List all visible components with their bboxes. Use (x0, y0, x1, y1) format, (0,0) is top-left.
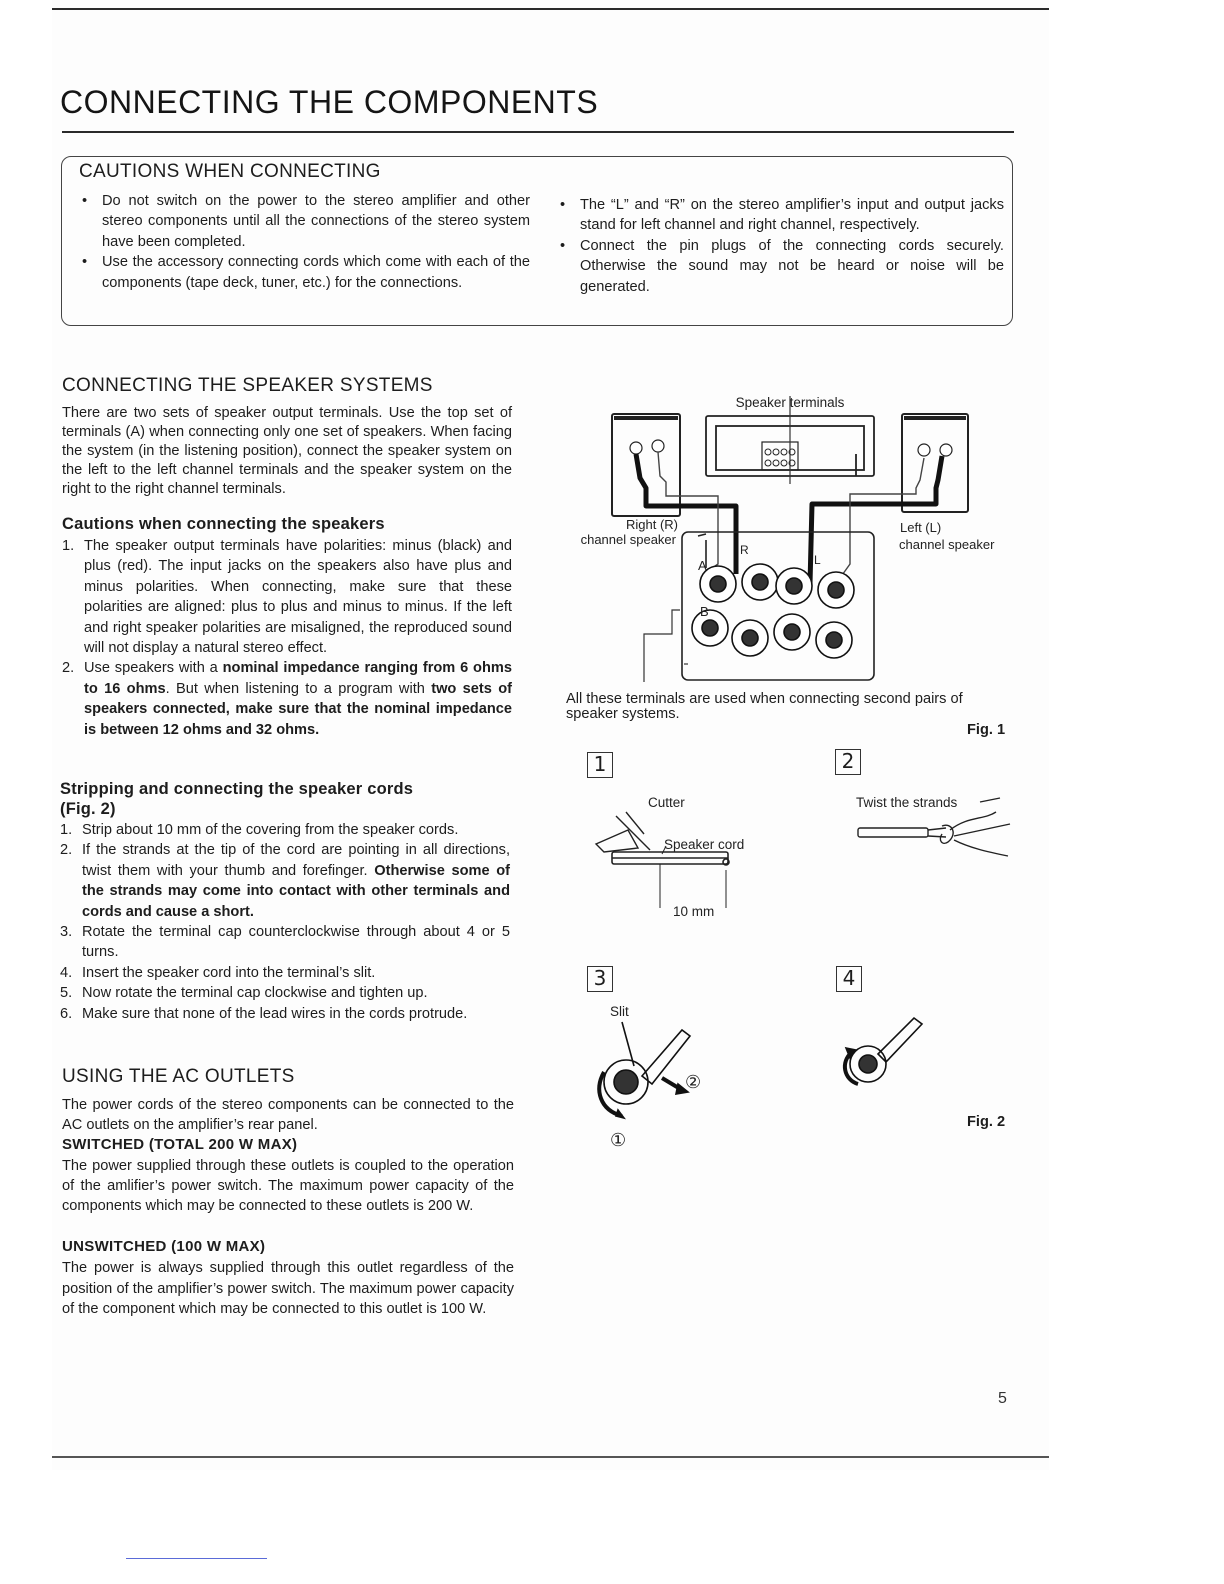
unswitched-heading: UNSWITCHED (100 W MAX) (62, 1238, 266, 1255)
stripping-steps (60, 820, 510, 1024)
fig2-step1-illustration (590, 790, 780, 925)
list-item: 1. Strip about 10 mm of the covering from the speaker cords. (60, 822, 459, 838)
speaker-cord-icon (612, 852, 729, 865)
page-title: CONNECTING THE COMPONENTS (60, 84, 599, 120)
right-speaker-label-2: channel speaker (580, 532, 676, 547)
caution-item: • Do not switch on the power to the stereo amplifier and other stereo components until all the connections of the stereo system have been completed. (78, 191, 530, 252)
twist-label: Twist the strands (856, 795, 958, 810)
fig2-step4-illustration (838, 1008, 948, 1098)
page-number: 5 (998, 1390, 1007, 1407)
switched-heading: SWITCHED (TOTAL 200 W MAX) (62, 1136, 298, 1153)
unswitched-text: The power is always supplied through this outlet regardless of the position of the amplifier’s power switch. The maximum power capacity of the component which may be connected to this outlet is 100 W. (62, 1260, 514, 1318)
dimension-lines (660, 846, 726, 908)
fig1-caption: All these terminals are used when connecting second pairs of speaker systems. (566, 691, 963, 722)
list-item: 4. Insert the speaker cord into the terminal’s slit. (60, 964, 376, 981)
cautions-heading: CAUTIONS WHEN CONNECTING (79, 161, 381, 182)
speaker-cautions-list (62, 536, 512, 740)
cautions-right-list (556, 195, 1004, 297)
terminal-a-label: A (698, 558, 707, 573)
terminal-b-label: B (700, 604, 709, 619)
speaker-cord-label: Speaker cord (664, 837, 745, 852)
fig2-step2-illustration (850, 790, 1020, 870)
fig2-step3-illustration (590, 1000, 740, 1160)
speaker-cautions-heading: Cautions when connecting the speakers (62, 515, 385, 533)
step-1-box: 1 (587, 752, 613, 778)
fig1-diagram (560, 388, 1020, 688)
speakers-intro: There are two sets of speaker output terminals. Use the top set of terminals (A) when connecting only one set of speakers. When facing the system (in the listening position), connect the speaker system on the left to the left channel terminals and the speaker system on the right to the right channel terminals. (62, 405, 512, 497)
circle-one-label: ① (610, 1130, 627, 1150)
terminal-r-label: R (740, 543, 749, 557)
ac-intro: The power cords of the stereo components can be connected to the AC outlets on the amplifier’s rear panel. (62, 1097, 514, 1133)
list-item: 2. If the strands at the tip of the cord are pointing in all directions, twist them with your thumb and forefinger. Otherwise some of the strands may come into contact with other terminals and cords and cause a short. (60, 842, 510, 920)
list-item: 6. Make sure that none of the lead wires in the cords protrude. (60, 1005, 468, 1022)
circle-two-label: ② (685, 1072, 702, 1092)
slit-label: Slit (610, 1004, 629, 1019)
speakers-heading: CONNECTING THE SPEAKER SYSTEMS (62, 375, 433, 396)
cautions-box (61, 156, 1013, 326)
terminal-l-label: L (814, 553, 821, 567)
left-speaker-label-1: Left (L) (900, 520, 942, 535)
list-item: 5. Now rotate the terminal cap clockwise and tighten up. (60, 985, 428, 1002)
list-item: 3. Rotate the terminal cap counterclockwise through about 4 or 5 turns. (60, 924, 510, 961)
bottom-rule (52, 1456, 1049, 1458)
right-speaker-label-1: Right (R) (625, 517, 678, 532)
caution-item: • The “L” and “R” on the stereo amplifier’s input and output jacks stand for left channel and right channel, respectively. (556, 195, 1004, 236)
caution-item: • Use the accessory connecting cords which come with each of the components (tape deck, tuner, etc.) for the connections. (78, 252, 530, 293)
stripping-heading: Stripping and connecting the speaker cords (Fig. 2) (60, 780, 414, 818)
speaker-terminals-label: Speaker terminals (735, 395, 845, 410)
fig1-label: Fig. 1 (967, 722, 1006, 738)
title-underline (62, 131, 1014, 133)
footer-link-line (126, 1558, 267, 1559)
list-item: 1. The speaker output terminals have polarities: minus (black) and plus (red). The input jacks on the speakers also have plus and minus polarities. When connecting, make sure that these polarities are aligned: plus to plus and minus to minus. If the left and right speaker polarities are misaligned, the reproduced sound will not display a natural stereo effect. (62, 538, 512, 657)
switched-text: The power supplied through these outlets is coupled to the operation of the amlifier’s power switch. The maximum power capacity of the components which may be connected to these outlets is 200 W. (62, 1158, 514, 1215)
cutter-label: Cutter (648, 795, 685, 810)
step-3-box: 3 (587, 966, 613, 992)
left-speaker-label-2: channel speaker (899, 537, 995, 552)
ten-mm-label: 10 mm (673, 904, 715, 919)
top-rule (52, 8, 1049, 10)
step-2-box: 2 (835, 749, 861, 775)
cautions-left-list (78, 191, 530, 293)
tightened-terminal-icon (845, 1018, 922, 1084)
fig2-label: Fig. 2 (967, 1114, 1006, 1130)
speaker-terminals (692, 564, 854, 658)
cutter-icon (596, 812, 650, 852)
ac-heading: USING THE AC OUTLETS (62, 1066, 295, 1087)
terminal-cap-icon (599, 1060, 648, 1118)
caution-item: • Connect the pin plugs of the connecting cords securely. Otherwise the sound may not be heard or noise will be generated. (556, 236, 1004, 297)
list-item: 2. Use speakers with a nominal impedance ranging from 6 ohms to 16 ohms. But when listening to a program with two sets of speakers connected, make sure that the nominal impedance is between 12 ohms and 32 ohms. (62, 660, 512, 738)
step-4-box: 4 (836, 966, 862, 992)
